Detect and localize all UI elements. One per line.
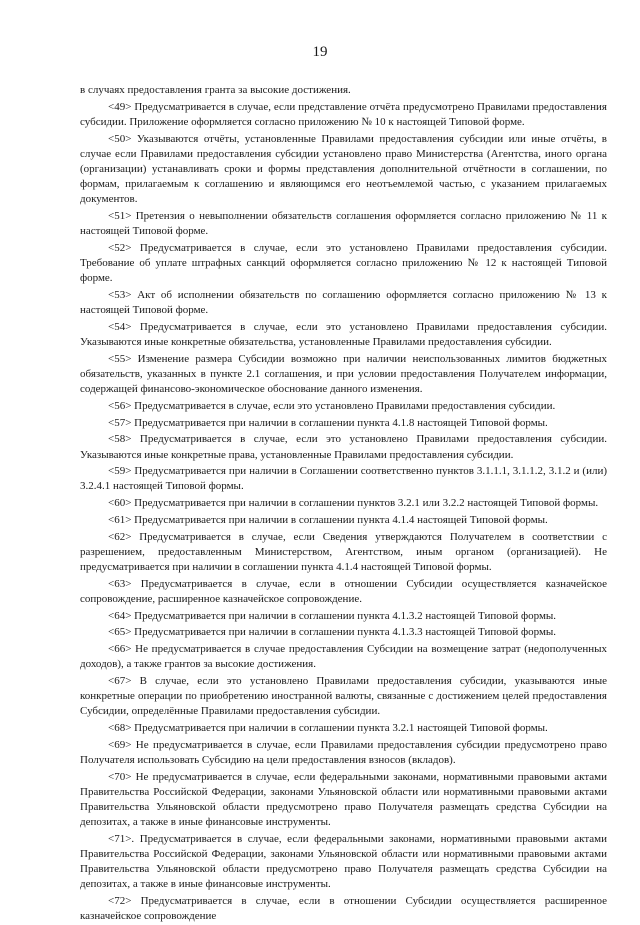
footnote-paragraph: <65> Предусматривается при наличии в соглашении пункта 4.1.3.3 настоящей Типовой формы. [108,626,557,639]
footnote-paragraph: <59> Предусматривается при наличии в Соглашении соответственно пунктов 3.1.1.1, 3.1.1.2, 3.1.2 и (или) 3.2.4.1 настоящей Типовой формы. [80,465,607,493]
footnote-paragraph: <49> Предусматривается в случае, если представление отчёта предусмотрено Правилами предоставления субсидии. Приложение оформляется согласно приложению № 10 к настоящей Типовой форме. [80,100,607,128]
footnote-paragraph: в случаях предоставления гранта за высокие достижения. [80,84,351,96]
footnote-paragraph: <64> Предусматривается при наличии в соглашении пункта 4.1.3.2 настоящей Типовой формы. [108,609,557,622]
footnote-paragraph: <53> Акт об исполнении обязательств по соглашению оформляется согласно приложению № 13 к настоящей Типовой форме. [80,289,607,317]
footnote-paragraph: <71>. Предусматривается в случае, если федеральными законами, нормативными правовыми актами Правительства Российской Федерации, законами Ульяновской области или нормативными правовыми актами Правительства Ульяновской области предусмотрено право Получателя размещать средства Субсидии на депозитах, а также в иные финансовые инструменты. [80,833,607,891]
footnote-paragraph: <68> Предусматривается при наличии в соглашении пункта 3.2.1 настоящей Типовой формы. [108,722,548,735]
footnote-paragraph: <63> Предусматривается в случае, если в отношении Субсидии осуществляется казначейское сопровождение, расширенное казначейское сопровождение. [80,577,607,605]
page-number: 19 [312,44,328,60]
footnote-paragraph: <55> Изменение размера Субсидии возможно при наличии неиспользованных лимитов бюджетных обязательств, указанных в пункте 2.1 соглашения, и при условии предоставления Получателем информации, содержащей финансово-экономическое обоснование данного изменения. [80,352,607,396]
footnote-paragraph: <57> Предусматривается при наличии в соглашении пункта 4.1.8 настоящей Типовой формы. [108,416,548,429]
footnote-paragraph: <52> Предусматривается в случае, если это установлено Правилами предоставления субсидии. Требование об уплате штрафных санкций оформляется согласно приложению № 12 к настоящей Типовой форме. [80,241,607,285]
footnote-paragraph: <50> Указываются отчёты, установленные Правилами предоставления субсидии или иные отчёты, в случае если Правилами предоставления субсидии установлено право Министерства (Агентства, иного органа (организации) устанавливать сроки и формы представления дополнительной отчётности в соглашении, по формам, прилагаемым к соглашению и являющимся его неотъемлемой частью, с указанием прилагаемых документов. [80,132,607,206]
footnote-paragraph: <56> Предусматривается в случае, если это установлено Правилами предоставления субсидии. [108,399,556,412]
footnote-paragraph: <51> Претензия о невыполнении обязательств соглашения оформляется согласно приложению № 11 к настоящей Типовой форме. [80,210,607,238]
footnotes-body [80,83,607,925]
footnote-paragraph: <70> Не предусматривается в случае, если федеральными законами, нормативными правовыми актами Правительства Российской Федерации, законами Ульяновской области или нормативными правовыми актами Правительства Ульяновской области предусмотрено право Получателя размещать средства Субсидии на депозитах, а также в иные финансовые инструменты. [80,770,607,829]
footnote-paragraph: <60> Предусматривается при наличии в соглашении пунктов 3.2.1 или 3.2.2 настоящей Типовой формы. [108,497,599,510]
footnote-paragraph: <66> Не предусматривается в случае предоставления Субсидии на возмещение затрат (недополученных доходов), а также грантов за высокие достижения. [80,643,607,671]
footnote-paragraph: <61> Предусматривается при наличии в соглашении пункта 4.1.4 настоящей Типовой формы. [108,513,548,526]
footnote-paragraph: <69> Не предусматривается в случае, если Правилами предоставления субсидии предусмотрено право Получателя использовать Субсидию на цели предоставления взносов (вкладов). [80,738,607,767]
footnote-paragraph: <72> Предусматривается в случае, если в отношении Субсидии осуществляется расширенное казначейское сопровождение [80,895,607,923]
footnote-paragraph: <62> Предусматривается в случае, если Сведения утверждаются Получателем в соответствии с разрешением, предоставленным Министерством, Агентством, иным органом (организацией). Не предусматривается при наличии в соглашении пункта 4.1.4 настоящей Типовой формы. [80,530,607,573]
footnote-paragraph: <54> Предусматривается в случае, если это установлено Правилами предоставления субсидии. Указываются иные конкретные обязательства, установленные Правилами предоставления субсидии. [80,320,607,349]
footnote-paragraph: <67> В случае, если это установлено Правилами предоставления субсидии, указываются иные конкретные операции по приобретению иностранной валюты, связанные с достижением целей предоставления Субсидии, определённые Правилами предоставления субсидии. [80,675,607,718]
footnote-paragraph: <58> Предусматривается в случае, если это установлено Правилами предоставления субсидии. Указываются иные конкретные права, установленные Правилами предоставления субсидии. [80,433,607,461]
